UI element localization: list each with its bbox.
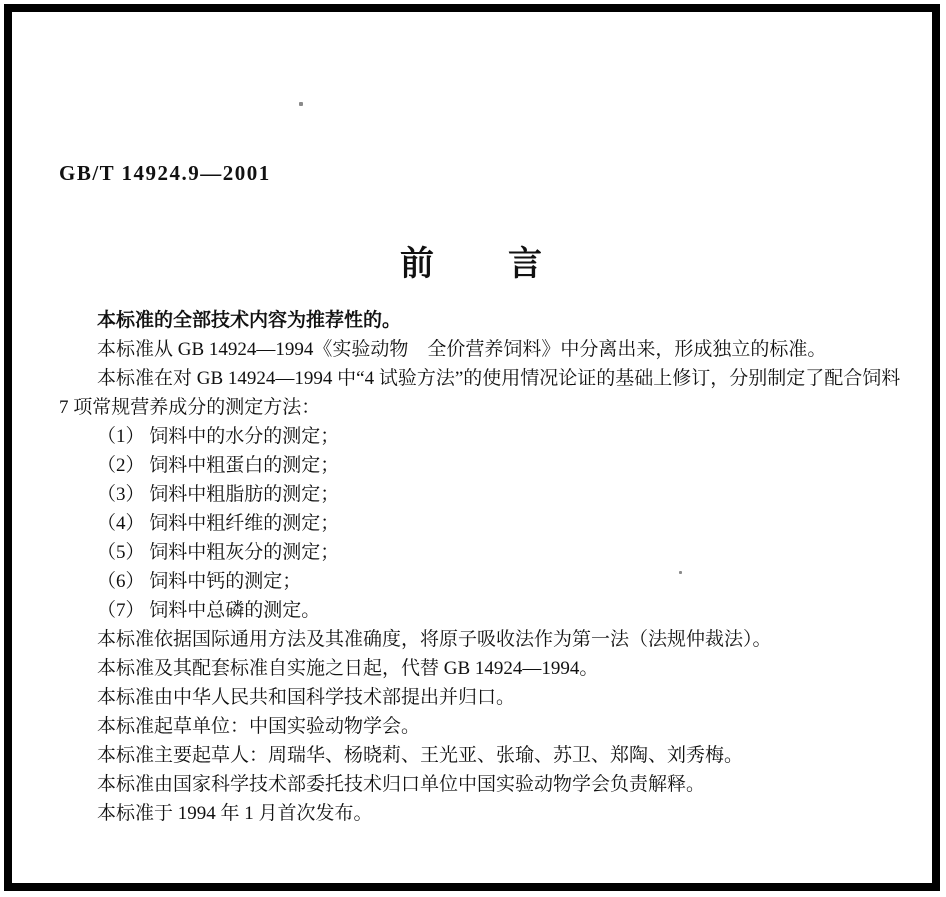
text-line: （7） 饲料中总磷的测定。 bbox=[97, 600, 321, 621]
text-line: 本标准从 GB 14924—1994《实验动物 全价营养饲料》中分离出来，形成独立的标准。 bbox=[97, 339, 827, 360]
text-line: 本标准由国家科学技术部委托技术归口单位中国实验动物学会负责解释。 bbox=[97, 774, 706, 795]
text-line: （1） 饲料中的水分的测定； bbox=[97, 426, 340, 447]
text-line: 本标准及其配套标准自实施之日起，代替 GB 14924—1994。 bbox=[97, 658, 599, 679]
scan-speck bbox=[679, 571, 682, 574]
text-line: （4） 饲料中粗纤维的测定； bbox=[97, 513, 340, 534]
text-line: （3） 饲料中粗脂肪的测定； bbox=[97, 484, 340, 505]
text-line: （2） 饲料中粗蛋白的测定； bbox=[97, 455, 340, 476]
body-text-block bbox=[59, 306, 901, 828]
standard-number: GB/T 14924.9—2001 bbox=[59, 161, 271, 185]
page-title: 前 言 bbox=[400, 245, 544, 283]
text-line: 本标准起草单位：中国实验动物学会。 bbox=[97, 716, 421, 737]
text-line: 本标准的全部技术内容为推荐性的。 bbox=[97, 310, 402, 331]
scan-speck bbox=[299, 102, 303, 106]
text-line: 本标准主要起草人：周瑞华、杨晓莉、王光亚、张瑜、苏卫、郑陶、刘秀梅。 bbox=[97, 745, 744, 766]
text-line: （6） 饲料中钙的测定； bbox=[97, 571, 302, 592]
page-border-frame bbox=[4, 4, 940, 891]
page-content bbox=[24, 24, 920, 871]
text-line: 7 项常规营养成分的测定方法： bbox=[59, 397, 321, 418]
text-line: 本标准由中华人民共和国科学技术部提出并归口。 bbox=[97, 687, 516, 708]
text-line: 本标准依据国际通用方法及其准确度，将原子吸收法作为第一法（法规仲裁法）。 bbox=[97, 629, 772, 650]
text-line: 本标准于 1994 年 1 月首次发布。 bbox=[97, 803, 373, 824]
text-line: （5） 饲料中粗灰分的测定； bbox=[97, 542, 340, 563]
text-line: 本标准在对 GB 14924—1994 中“4 试验方法”的使用情况论证的基础上修订，分别制定了配合饲料 bbox=[97, 368, 901, 389]
